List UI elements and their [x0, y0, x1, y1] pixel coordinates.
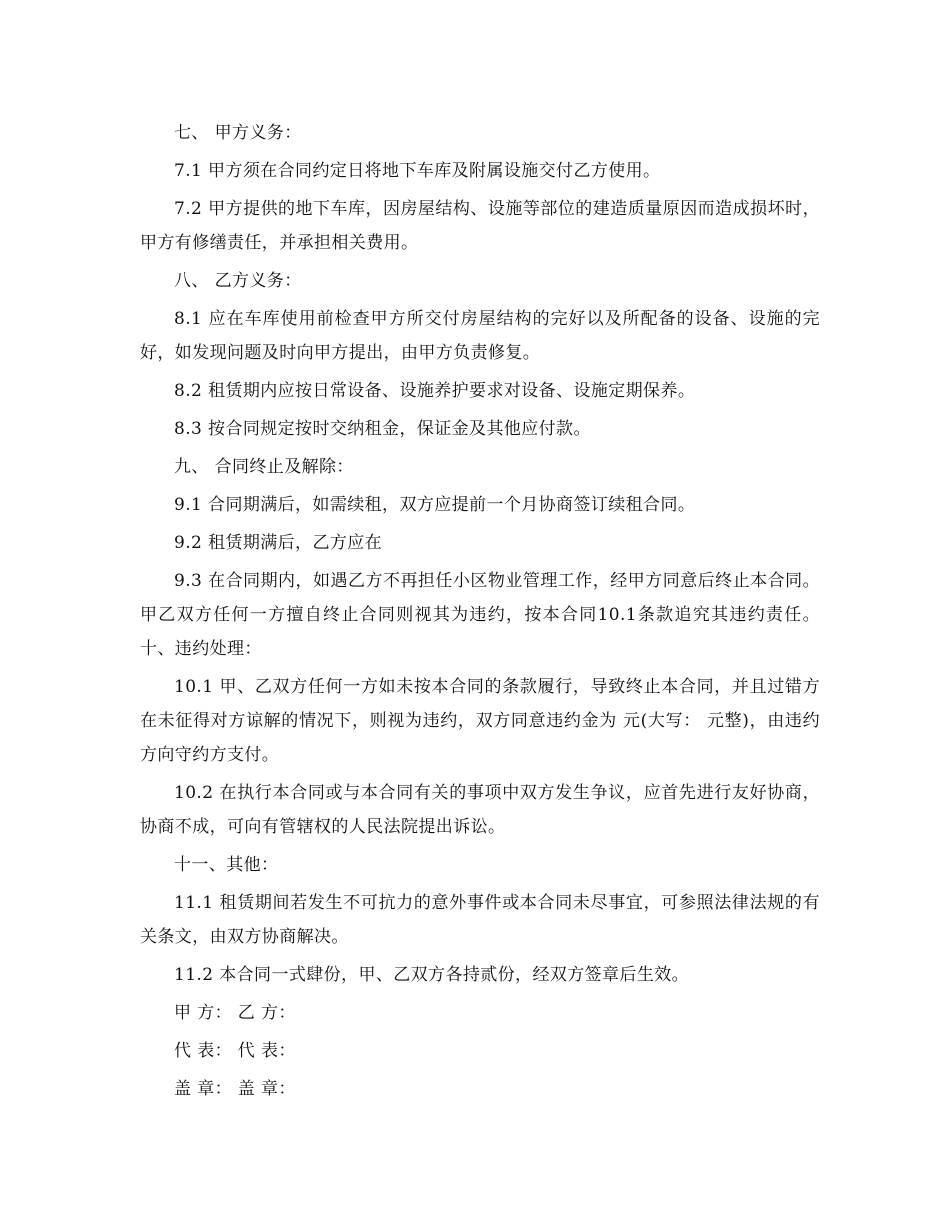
section-heading-9: 九、 合同终止及解除： — [174, 457, 354, 477]
clause-8-1: 8.1 应在车库使用前检查甲方所交付房屋结构的完好以及所配备的设备、设施的完好，如发现问题及时向甲方提出，由甲方负责修复。 — [140, 309, 820, 363]
clause-8-3: 8.3 按合同规定按时交纳租金，保证金及其他应付款。 — [174, 419, 591, 439]
section-heading-8: 八、 乙方义务： — [174, 271, 302, 291]
clause-7-1: 7.1 甲方须在合同约定日将地下车库及附属设施交付乙方使用。 — [174, 161, 661, 181]
clause-7-2: 7.2 甲方提供的地下车库，因房屋结构、设施等部位的建造质量原因而造成损坏时，甲方有修缮责任，并承担相关费用。 — [140, 199, 820, 253]
clause-8-2: 8.2 租赁期内应按日常设备、设施养护要求对设备、设施定期保养。 — [174, 381, 696, 401]
signature-seal-line: 盖 章： 盖 章： — [174, 1079, 296, 1099]
clause-11-2: 11.2 本合同一式肆份，甲、乙双方各持贰份，经双方签章后生效。 — [174, 965, 690, 985]
section-heading-7: 七、 甲方义务： — [174, 123, 302, 143]
section-heading-11: 十一、其他： — [174, 855, 279, 875]
clause-11-1: 11.1 租赁期间若发生不可抗力的意外事件或本合同未尽事宜，可参照法律法规的有关条文，由双方协商解决。 — [140, 893, 820, 947]
clause-9-1: 9.1 合同期满后，如需续租，双方应提前一个月协商签订续租合同。 — [174, 495, 696, 515]
clause-10-2: 10.2 在执行本合同或与本合同有关的事项中双方发生争议，应首先进行友好协商，协商不成，可向有管辖权的人民法院提出诉讼。 — [140, 783, 820, 837]
clause-9-3: 9.3 在合同期内，如遇乙方不再担任小区物业管理工作，经甲方同意后终止本合同。甲乙双方任何一方擅自终止合同则视其为违约，按本合同10.1条款追究其违约责任。 十、违约处理： — [140, 571, 820, 659]
clause-10-1: 10.1 甲、乙双方任何一方如未按本合同的条款履行，导致终止本合同，并且过错方在未征得对方谅解的情况下，则视为违约，双方同意违约金为 元(大写： 元整)，由违约方向守约方支付。 — [140, 677, 820, 765]
signature-representative-line: 代 表： 代 表： — [174, 1041, 296, 1061]
clause-9-2: 9.2 租赁期满后，乙方应在 — [174, 533, 383, 553]
signature-party-line: 甲 方： 乙 方： — [174, 1003, 296, 1023]
document-body — [140, 116, 820, 1110]
